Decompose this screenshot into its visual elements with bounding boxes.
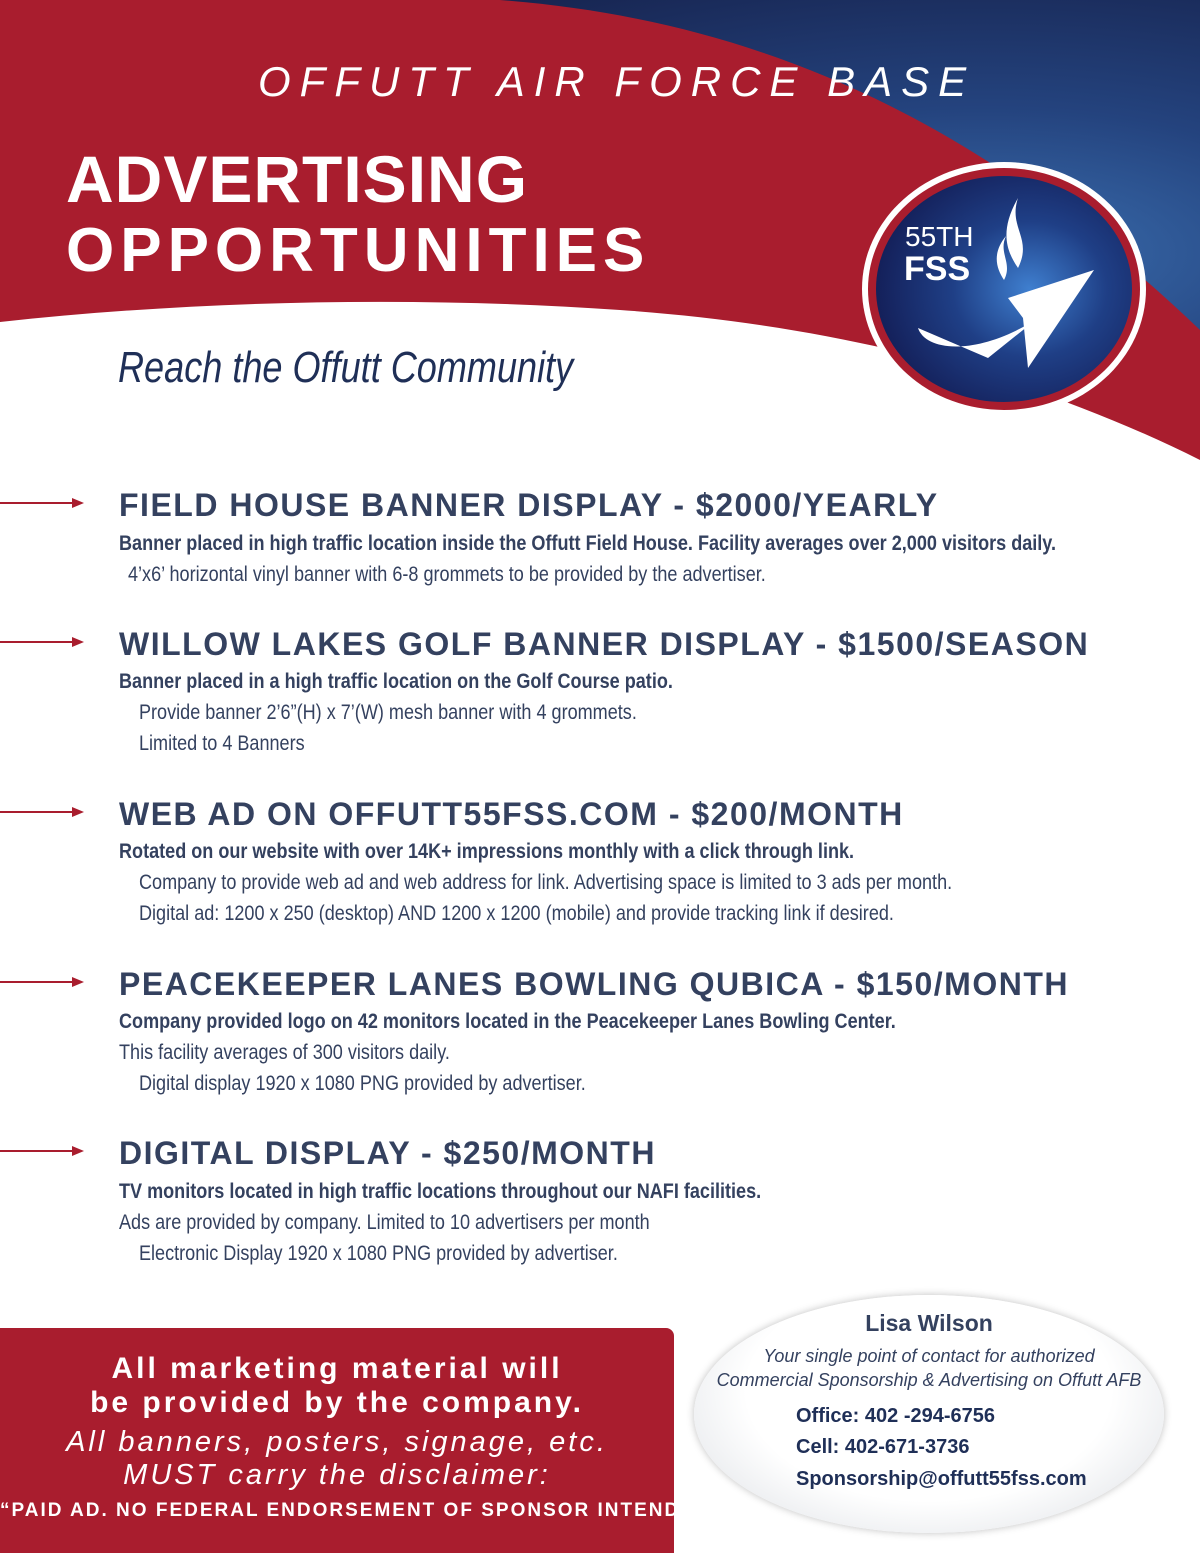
offer-line: Digital display 1920 x 1080 PNG provided by advertiser.	[139, 1072, 586, 1095]
notice-line-1: All marketing material will	[111, 1352, 563, 1385]
offer-line: Company provided logo on 42 monitors located in the Peacekeeper Lanes Bowling Center.	[119, 1010, 896, 1033]
notice-line-3: All banners, posters, signage, etc.	[66, 1426, 608, 1458]
offer-heading: PEACEKEEPER LANES BOWLING QUBICA - $150/MONTH	[119, 966, 1069, 1002]
offer-line: Banner placed in high traffic location inside the Offutt Field House. Facility averages over 2,000 visitors daily.	[119, 532, 1057, 555]
tagline: Reach the Offutt Community	[118, 343, 574, 392]
disclaimer-box	[0, 1328, 730, 1553]
logo-text-1: 55TH	[905, 221, 974, 252]
contact-cell-phone: Cell: 402-671-3736	[796, 1436, 970, 1458]
offer-heading: WEB AD ON OFFUTT55FSS.COM - $200/MONTH	[119, 796, 904, 832]
offer-line: Digital ad: 1200 x 250 (desktop) AND 1200 x 1200 (mobile) and provide tracking link if desired.	[139, 902, 894, 925]
offer-line: Banner placed in a high traffic location on the Golf Course patio.	[119, 670, 673, 693]
offer-line: TV monitors located in high traffic locations throughout our NAFI facilities.	[119, 1180, 762, 1203]
contact-description-2: Commercial Sponsorship & Advertising on Offutt AFB	[716, 1370, 1142, 1390]
fss-logo	[858, 158, 1150, 420]
offer-line: Ads are provided by company. Limited to 10 advertisers per month	[119, 1211, 650, 1234]
offer-line: Provide banner 2’6”(H) x 7’(W) mesh banner with 4 grommets.	[139, 701, 637, 724]
offer-line: 4’x6’ horizontal vinyl banner with 6-8 grommets to be provided by the advertiser.	[128, 563, 766, 586]
notice-line-2: be provided by the company.	[90, 1386, 584, 1419]
logo-text-2: FSS	[904, 250, 971, 288]
offer-line: Rotated on our website with over 14K+ impressions monthly with a click through link.	[119, 840, 855, 863]
arrow-icon	[0, 976, 84, 988]
contact-description-1: Your single point of contact for authorized	[763, 1346, 1095, 1366]
arrow-icon	[0, 806, 84, 818]
offer-heading: DIGITAL DISPLAY - $250/MONTH	[119, 1135, 656, 1171]
offer-line: Company to provide web ad and web address for link. Advertising space is limited to 3 ads per month.	[139, 871, 953, 894]
offer-line: This facility averages of 300 visitors daily.	[119, 1041, 450, 1064]
contact-email: Sponsorship@offutt55fss.com	[796, 1468, 1087, 1490]
offer-heading: WILLOW LAKES GOLF BANNER DISPLAY - $1500/SEASON	[119, 626, 1090, 662]
arrow-icon	[0, 497, 84, 509]
offer-heading: FIELD HOUSE BANNER DISPLAY - $2000/YEARLY	[119, 487, 939, 523]
title-line-2: OPPORTUNITIES	[66, 216, 651, 285]
contact-office-phone: Office: 402 -294-6756	[796, 1405, 996, 1427]
arrow-icon	[0, 1145, 84, 1157]
title-line-1: ADVERTISING	[66, 142, 529, 216]
arrow-icon	[0, 636, 84, 648]
offer-line: Electronic Display 1920 x 1080 PNG provided by advertiser.	[139, 1242, 618, 1265]
offer-line: Limited to 4 Banners	[139, 732, 305, 755]
notice-line-4: MUST carry the disclaimer:	[123, 1459, 551, 1491]
disclaimer-text: “PAID AD. NO FEDERAL ENDORSEMENT OF SPONSOR INTENDED.”	[0, 1500, 730, 1521]
org-name: OFFUTT AIR FORCE BASE	[258, 58, 976, 105]
contact-name: Lisa Wilson	[865, 1310, 993, 1336]
